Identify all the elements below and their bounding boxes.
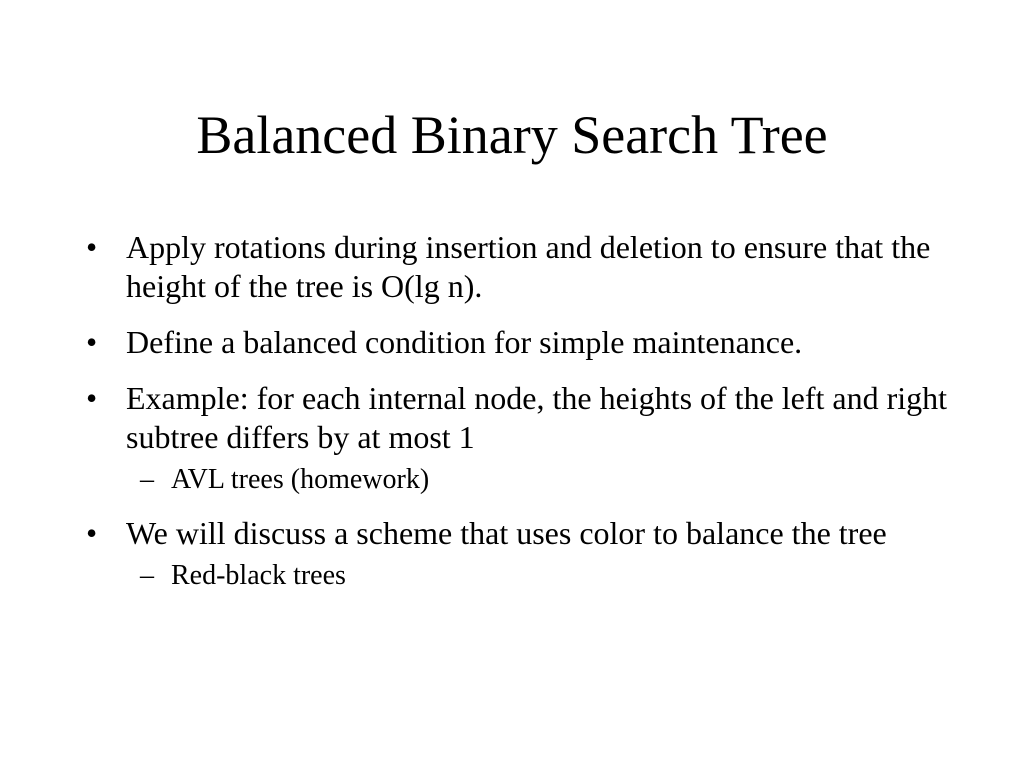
bullet-text: We will discuss a scheme that uses color to balance the tree [126,515,887,551]
dash-marker: – [140,560,154,591]
sub-bullet-text: Red-black trees [171,560,346,591]
bullet-text: Define a balanced condition for simple maintenance. [126,324,803,360]
sub-bullet-list [126,559,956,593]
bullet-marker: • [86,324,98,360]
sub-bullet-item [126,559,956,593]
bullet-item [86,323,956,362]
bullet-marker: • [86,515,98,551]
bullet-marker: • [86,229,98,265]
sub-bullet-list [126,463,956,497]
bullet-marker: • [86,380,98,416]
slide-title: Balanced Binary Search Tree [196,105,828,165]
bullet-item [86,228,956,306]
sub-bullet-item [126,463,956,497]
bullet-text: Example: for each internal node, the heights of the left and right subtree differs by at most 1 [126,380,948,455]
bullet-list [86,228,956,610]
bullet-item [86,379,956,497]
dash-marker: – [140,464,154,495]
bullet-item [86,514,956,593]
bullet-text: Apply rotations during insertion and deletion to ensure that the height of the tree is O(lg n). [126,229,931,304]
sub-bullet-text: AVL trees (homework) [171,464,430,495]
